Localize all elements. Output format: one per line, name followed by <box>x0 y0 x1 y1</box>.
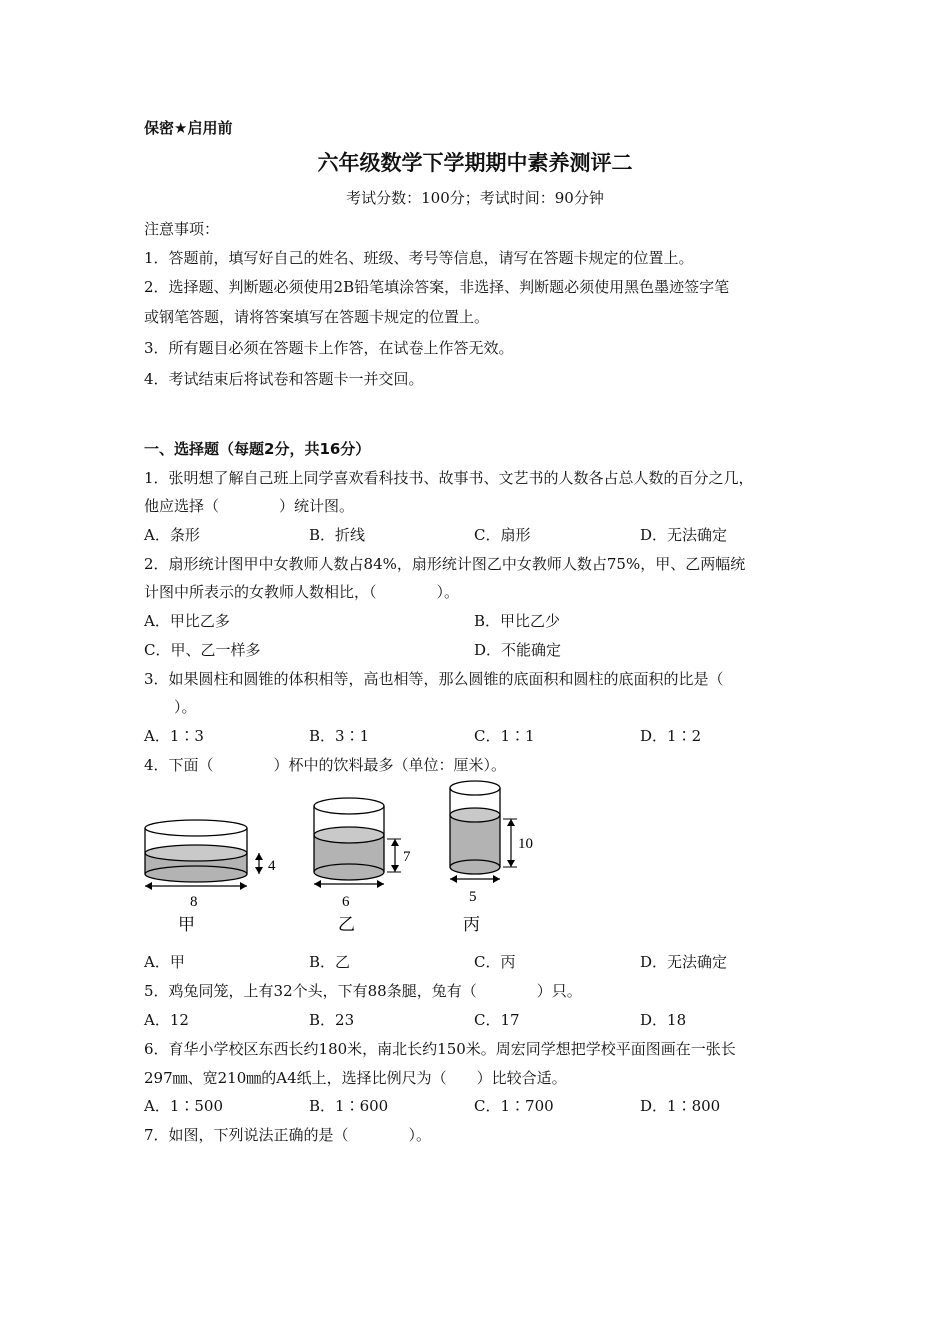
cup-bing-height: 10 <box>518 836 533 852</box>
cups-figure <box>135 775 555 940</box>
cup-bing-label: 丙 <box>463 915 480 934</box>
cup-jia-diameter: 8 <box>190 894 198 910</box>
cup-yi-diameter: 6 <box>342 894 350 910</box>
q3-option-b: B．3∶1 <box>309 727 370 745</box>
note-item: 4．考试结束后将试卷和答题卡一并交回。 <box>144 370 424 388</box>
cup-bing-diameter: 5 <box>469 889 477 905</box>
q5-option-b: B．23 <box>309 1011 355 1029</box>
question-2-text-cont: 计图中所表示的女教师人数相比，（ ）。 <box>144 583 460 601</box>
q2-option-a: A．甲比乙多 <box>144 612 230 630</box>
cup-bing <box>450 781 533 934</box>
q5-option-a: A．12 <box>144 1011 189 1029</box>
cup-jia <box>145 820 276 934</box>
q6-option-c: C．1∶700 <box>474 1097 554 1115</box>
cup-yi-label: 乙 <box>338 915 355 934</box>
q6-option-a: A．1∶500 <box>144 1097 224 1115</box>
page-title: 六年级数学下学期期中素养测评二 <box>317 151 633 175</box>
question-5-text: 5．鸡兔同笼，上有32个头，下有88条腿，兔有（ ）只。 <box>144 982 582 1000</box>
q2-option-b: B．甲比乙少 <box>474 612 561 630</box>
q3-option-d: D．1∶2 <box>640 727 702 745</box>
q2-option-c: C．甲、乙一样多 <box>144 641 261 659</box>
q4-option-b: B．乙 <box>309 953 351 971</box>
question-1-text-cont: 他应选择（ ）统计图。 <box>144 497 355 515</box>
note-item: 3．所有题目必须在答题卡上作答，在试卷上作答无效。 <box>144 339 514 357</box>
q4-option-d: D．无法确定 <box>640 953 728 971</box>
question-3-text: 3．如果圆柱和圆锥的体积相等，高也相等，那么圆锥的底面积和圆柱的底面积的比是（ <box>144 670 724 688</box>
q5-option-c: C．17 <box>474 1011 520 1029</box>
question-7-text: 7．如图，下列说法正确的是（ ）。 <box>144 1126 432 1144</box>
section-heading: 一、选择题（每题2分，共16分） <box>144 440 371 458</box>
cup-yi-height: 7 <box>403 849 411 865</box>
q3-option-c: C．1∶1 <box>474 727 535 745</box>
question-2-text: 2．扇形统计图甲中女教师人数占84%，扇形统计图乙中女教师人数占75%，甲、乙两幅统 <box>144 555 746 573</box>
cup-yi <box>314 798 411 934</box>
q6-option-d: D．1∶800 <box>640 1097 721 1115</box>
exam-subtitle: 考试分数：100分；考试时间：90分钟 <box>346 189 604 207</box>
q1-option-c: C．扇形 <box>474 526 531 544</box>
question-6-text: 6．育华小学校区东西长约180米，南北长约150米。周宏同学想把学校平面图画在一张长 <box>144 1040 736 1058</box>
question-6-text-cont: 297㎜、宽210㎜的A4纸上，选择比例尺为（ ）比较合适。 <box>144 1069 567 1087</box>
cup-jia-height: 4 <box>268 858 276 874</box>
question-3-text-cont: ）。 <box>144 698 197 716</box>
q4-option-a: A．甲 <box>144 953 185 971</box>
q1-option-a: A．条形 <box>144 526 200 544</box>
notes-heading: 注意事项： <box>144 220 220 238</box>
question-4-text: 4．下面（ ）杯中的饮料最多（单位：厘米）。 <box>144 756 507 774</box>
question-1-text: 1．张明想了解自己班上同学喜欢看科技书、故事书、文艺书的人数各占总人数的百分之几， <box>144 469 754 487</box>
q2-option-d: D．不能确定 <box>474 641 562 659</box>
q5-option-d: D．18 <box>640 1011 687 1029</box>
cup-jia-label: 甲 <box>178 915 195 934</box>
q6-option-b: B．1∶600 <box>309 1097 389 1115</box>
q1-option-d: D．无法确定 <box>640 526 728 544</box>
note-item: 2．选择题、判断题必须使用2B铅笔填涂答案，非选择、判断题必须使用黑色墨迹签字笔 <box>144 278 730 296</box>
note-item: 或钢笔答题，请将答案填写在答题卡规定的位置上。 <box>144 308 490 326</box>
q4-option-c: C．丙 <box>474 953 516 971</box>
confidential-label: 保密★启用前 <box>144 119 233 137</box>
note-item: 1．答题前，填写好自己的姓名、班级、考号等信息，请写在答题卡规定的位置上。 <box>144 249 694 267</box>
q3-option-a: A．1∶3 <box>144 727 204 745</box>
q1-option-b: B．折线 <box>309 526 366 544</box>
